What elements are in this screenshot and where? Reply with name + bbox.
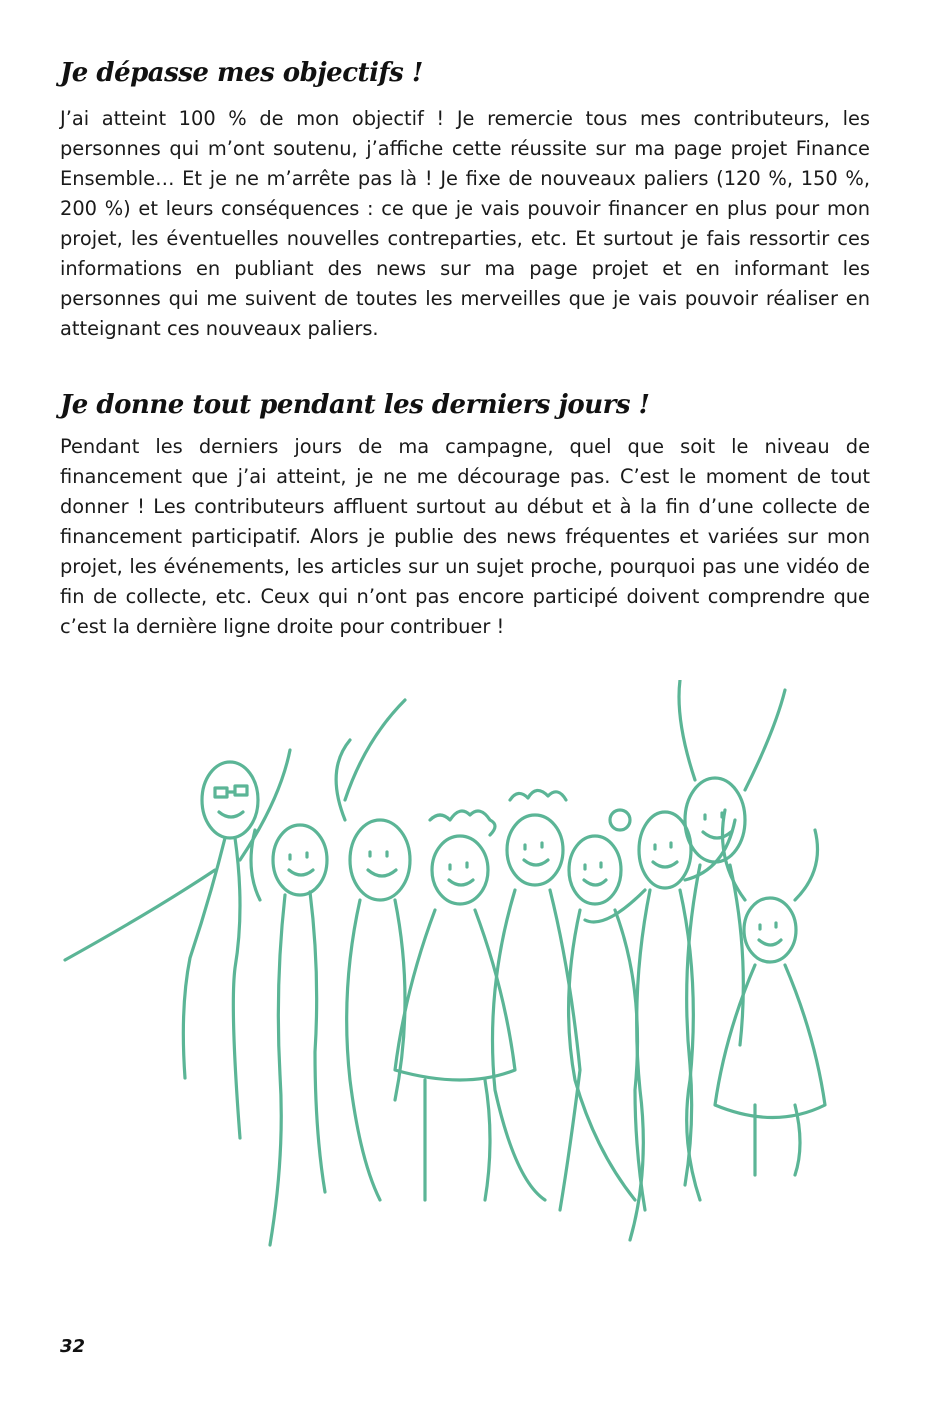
person-3 — [336, 740, 410, 1200]
person-2 — [251, 700, 405, 1245]
page-number: 32 — [60, 1336, 86, 1357]
section-heading-last-days: Je donne tout pendant les derniers jours ! — [60, 390, 650, 420]
person-arms-up — [679, 680, 785, 1185]
person-5 — [493, 790, 581, 1210]
person-curly-hair — [395, 811, 515, 1200]
person-7 — [585, 812, 735, 1240]
person-bun — [569, 810, 645, 1210]
person-glasses — [65, 750, 290, 1138]
section-body-objectives: J’ai atteint 100 % de mon objectif ! Je remercie tous mes contributeurs, les personnes qui m’ont soutenu, j’affiche cette réussite sur ma page projet Finance Ensemble… Et je ne m’arrête pas là ! Je fixe de nouveaux paliers (120 %, 150 %, 200 %) et leurs conséquences : ce que je vais pouvoir financer en plus pour mon projet, les éventuelles nouvelles contreparties, etc. Et surtout je fais ressortir ces informations en publiant des news sur ma page projet et en informant les personnes qui me suivent de toutes les merveilles que je vais pouvoir réaliser en atteignant ces nouveaux paliers. — [60, 107, 870, 340]
section-heading-objectives: Je dépasse mes objectifs ! — [60, 58, 423, 88]
cheering-crowd-illustration — [55, 680, 845, 1270]
section-body-last-days: Pendant les derniers jours de ma campagne, quel que soit le niveau de financement que j’ai atteint, je ne me décourage pas. C’est le moment de tout donner ! Les contributeurs affluent surtout au début et à la fin d’une collecte de financement participatif. Alors je publie des news fréquentes et variées sur mon projet, les événements, les articles sur un sujet proche, pourquoi pas une vidéo de fin de collecte, etc. Ceux qui n’ont pas encore participé doivent comprendre que c’est la dernière ligne droite pour contribuer ! — [60, 435, 870, 638]
